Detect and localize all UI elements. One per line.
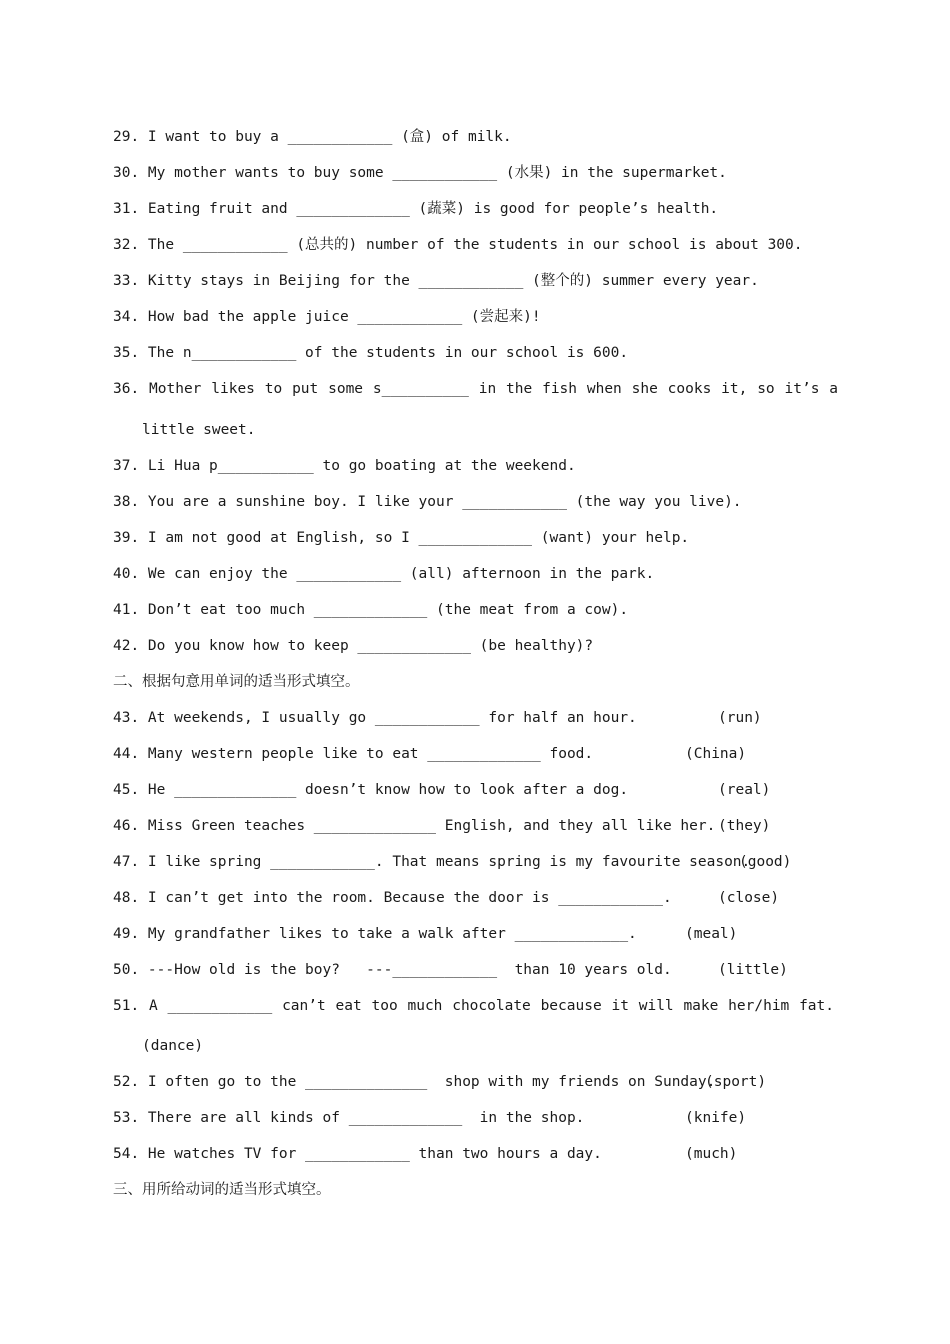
question-50: 50. ---How old is the boy? ---____________ than 10 years old.	[113, 962, 672, 978]
question-47: 47. I like spring ____________. That means spring is my favourite season.	[113, 854, 751, 870]
question-46: 46. Miss Green teaches ______________ English, and they all like her.	[113, 818, 716, 834]
question-29: 29. I want to buy a ____________ (盒) of milk.	[113, 129, 512, 145]
question-32: 32. The ____________ (总共的) number of the students in our school is about 300.	[113, 237, 803, 253]
question-45: 45. He ______________ doesn’t know how to look after a dog.	[113, 782, 629, 798]
question-50-hint: (little)	[718, 962, 788, 978]
question-34: 34. How bad the apple juice ____________ (尝起来)!	[113, 309, 541, 325]
question-43: 43. At weekends, I usually go ____________ for half an hour.	[113, 710, 637, 726]
question-46-hint: (they)	[718, 818, 771, 834]
question-42: 42. Do you know how to keep _____________ (be healthy)?	[113, 638, 594, 654]
question-30: 30. My mother wants to buy some ____________ (水果) in the supermarket.	[113, 165, 727, 181]
question-38: 38. You are a sunshine boy. I like your ____________ (the way you live).	[113, 494, 742, 510]
question-43-hint: (run)	[718, 710, 762, 726]
question-49: 49. My grandfather likes to take a walk after _____________.	[113, 926, 637, 942]
question-52-hint: (sport)	[705, 1074, 767, 1090]
section-3-heading: 三、用所给动词的适当形式填空。	[113, 1182, 331, 1198]
question-36-continuation: little sweet.	[142, 422, 256, 438]
question-45-hint: (real)	[718, 782, 771, 798]
question-49-hint: (meal)	[685, 926, 738, 942]
question-51-hint: (dance)	[142, 1038, 204, 1054]
question-53: 53. There are all kinds of _____________ in the shop.	[113, 1110, 585, 1126]
question-54: 54. He watches TV for ____________ than two hours a day.	[113, 1146, 602, 1162]
question-36: 36. Mother likes to put some s__________ in the fish when she cooks it, so it’s a	[113, 381, 838, 397]
question-37: 37. Li Hua p___________ to go boating at the weekend.	[113, 458, 576, 474]
question-40: 40. We can enjoy the ____________ (all) afternoon in the park.	[113, 566, 655, 582]
question-33: 33. Kitty stays in Beijing for the ____________ (整个的) summer every year.	[113, 273, 759, 289]
question-48-hint: (close)	[718, 890, 780, 906]
question-48: 48. I can’t get into the room. Because the door is ____________.	[113, 890, 672, 906]
question-44: 44. Many western people like to eat _____________ food.	[113, 746, 594, 762]
question-35: 35. The n____________ of the students in our school is 600.	[113, 345, 629, 361]
question-31: 31. Eating fruit and _____________ (蔬菜) is good for people’s health.	[113, 201, 719, 217]
section-2-heading: 二、根据句意用单词的适当形式填空。	[113, 674, 360, 690]
question-52: 52. I often go to the ______________ shop with my friends on Sunday.	[113, 1074, 716, 1090]
question-54-hint: (much)	[685, 1146, 738, 1162]
question-53-hint: (knife)	[685, 1110, 747, 1126]
question-51: 51. A ____________ can’t eat too much chocolate because it will make her/him fat.	[113, 998, 834, 1014]
question-41: 41. Don’t eat too much _____________ (the meat from a cow).	[113, 602, 629, 618]
question-47-hint: (good)	[739, 854, 792, 870]
question-39: 39. I am not good at English, so I _____________ (want) your help.	[113, 530, 690, 546]
question-44-hint: (China)	[685, 746, 747, 762]
